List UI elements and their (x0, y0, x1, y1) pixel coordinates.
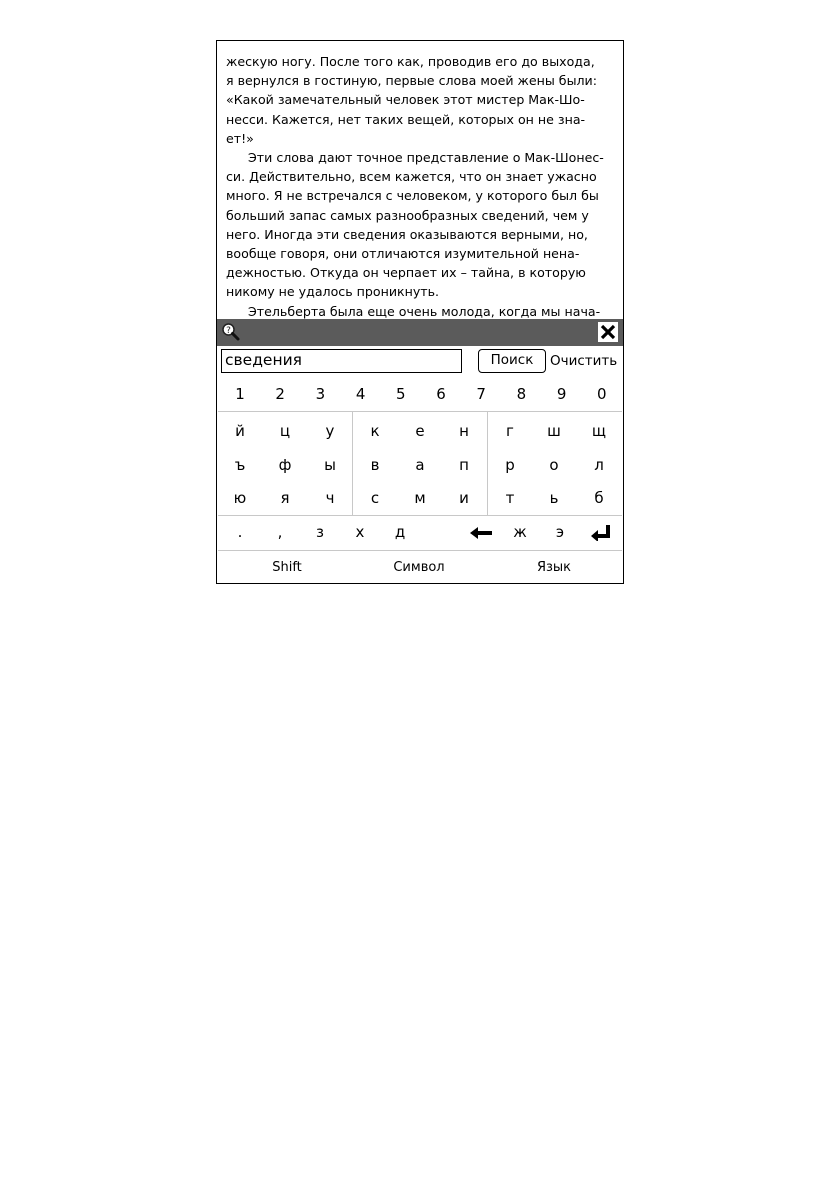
key-letter[interactable]: м (414, 489, 426, 507)
svg-text:?: ? (226, 326, 231, 336)
key-symbol[interactable]: ж (513, 523, 527, 541)
key-letter[interactable]: в (370, 456, 380, 474)
search-input[interactable]: сведения (221, 349, 462, 373)
text-line: больший запас самых разнообразных сведений, чем у (226, 207, 589, 223)
text-line: много. Я не встречался с человеком, у которого был бы (226, 188, 599, 204)
text-line: несси. Кажется, нет таких вещей, которых он не зна- (226, 111, 586, 127)
text-line: Эти слова дают точное представление о Мак-Шонес- (248, 150, 604, 166)
text-line: «Какой замечательный человек этот мистер Мак-Шо- (226, 92, 585, 108)
search-row (217, 346, 623, 378)
book-text (217, 41, 623, 319)
keyboard-divider (487, 412, 488, 515)
key-symbol[interactable]: х (355, 523, 365, 541)
key-letter[interactable]: й (235, 422, 245, 440)
key-9[interactable]: 9 (556, 385, 567, 403)
symbol-key[interactable]: Символ (393, 560, 445, 575)
key-letter[interactable]: о (549, 456, 559, 474)
search-button[interactable]: Поиск (478, 349, 546, 373)
key-letter[interactable]: ф (278, 456, 292, 474)
text-line: вообще говоря, они отличаются изумительной нена- (226, 246, 580, 262)
key-letter[interactable]: ы (324, 456, 336, 474)
text-line: никому не удалось проникнуть. (226, 284, 440, 300)
key-7[interactable]: 7 (476, 385, 486, 403)
text-line: си. Действительно, всем кажется, что он знает ужасно (226, 169, 597, 185)
key-letter[interactable]: я (280, 489, 290, 507)
key-letter[interactable]: ъ (234, 456, 246, 474)
text-line: ет!» (226, 130, 254, 146)
key-letter[interactable]: л (594, 456, 604, 474)
key-letter[interactable]: и (459, 489, 469, 507)
enter-key[interactable] (582, 517, 620, 547)
keyboard-divider (218, 411, 622, 412)
key-0[interactable]: 0 (597, 385, 607, 403)
key-1[interactable]: 1 (235, 385, 245, 403)
ebook-screen (216, 40, 624, 584)
book-paragraph (217, 148, 623, 302)
book-paragraph (217, 52, 623, 148)
language-key[interactable]: Язык (536, 560, 572, 575)
text-line: я вернулся в гостиную, первые слова моей жены были: (226, 73, 597, 89)
keyboard-divider (352, 412, 353, 515)
enter-icon (591, 525, 611, 541)
key-2[interactable]: 2 (275, 385, 285, 403)
key-letter[interactable]: а (415, 456, 425, 474)
clear-button[interactable]: Очистить (550, 353, 618, 369)
close-button[interactable] (598, 322, 618, 342)
key-4[interactable]: 4 (355, 385, 366, 403)
text-line: него. Иногда эти сведения оказываются верными, но, (226, 226, 588, 242)
key-letter[interactable]: у (325, 422, 335, 440)
text-line: дежностью. Откуда он черпает их – тайна, в которую (226, 265, 586, 281)
virtual-keyboard (218, 378, 622, 581)
key-symbol[interactable]: , (277, 523, 283, 541)
text-line: Этельберта была еще очень молода, когда мы нача- (248, 303, 601, 319)
key-letter[interactable]: г (506, 422, 514, 440)
key-letter[interactable]: р (505, 456, 515, 474)
keyboard-divider (218, 550, 622, 551)
key-3[interactable]: 3 (315, 385, 326, 403)
key-letter[interactable]: к (370, 422, 380, 440)
key-letter[interactable]: ю (233, 489, 247, 507)
key-symbol[interactable]: э (555, 523, 565, 541)
key-5[interactable]: 5 (396, 385, 406, 403)
backspace-icon (470, 527, 492, 539)
key-symbol[interactable]: . (237, 523, 243, 541)
keyboard-divider (218, 515, 622, 516)
key-letter[interactable]: с (370, 489, 380, 507)
key-letter[interactable]: ш (547, 422, 561, 440)
key-letter[interactable]: щ (591, 422, 607, 440)
key-letter[interactable]: е (415, 422, 425, 440)
key-letter[interactable]: ь (549, 489, 559, 507)
text-line: жескую ногу. После того как, проводив его до выхода, (226, 54, 595, 69)
key-letter[interactable]: ц (279, 422, 291, 440)
key-symbol[interactable]: з (316, 523, 324, 541)
key-8[interactable]: 8 (516, 385, 527, 403)
key-letter[interactable]: т (505, 489, 515, 507)
key-letter[interactable]: н (459, 422, 469, 440)
search-toolbar (217, 319, 623, 346)
book-paragraph (217, 302, 623, 319)
key-6[interactable]: 6 (436, 385, 446, 403)
key-letter[interactable]: б (594, 489, 604, 507)
search-help-icon[interactable] (221, 322, 241, 342)
key-letter[interactable]: ч (325, 489, 335, 507)
key-symbol[interactable]: д (394, 523, 406, 541)
backspace-key[interactable] (462, 517, 500, 547)
shift-key[interactable]: Shift (272, 560, 302, 575)
close-icon (599, 323, 617, 341)
key-letter[interactable]: п (459, 456, 469, 474)
